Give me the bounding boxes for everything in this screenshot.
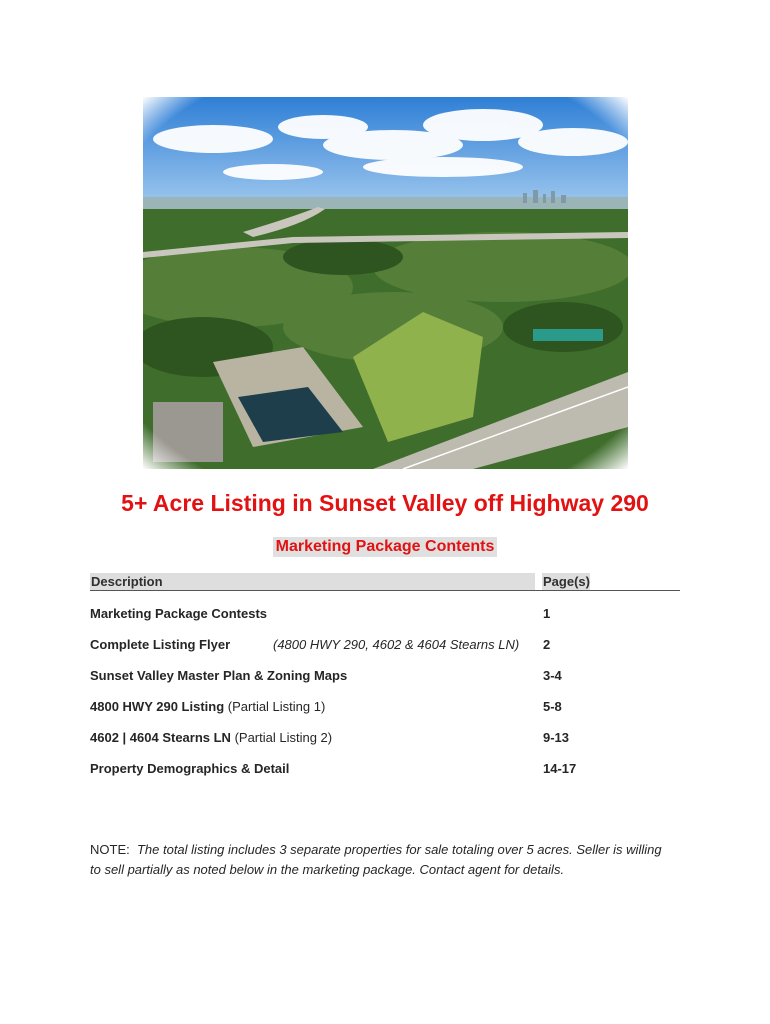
- row-description-normal: (Partial Listing 2): [230, 730, 333, 745]
- note-paragraph: [90, 840, 675, 880]
- row-description-bold: Sunset Valley Master Plan & Zoning Maps: [90, 668, 348, 683]
- row-description: [90, 637, 230, 652]
- row-description-bold: 4800 HWY 290 Listing: [90, 699, 225, 714]
- document-title: 5+ Acre Listing in Sunset Valley off Highway 290: [121, 490, 649, 516]
- note-label: NOTE:: [90, 842, 130, 857]
- row-description: [90, 668, 347, 683]
- note-text: The total listing includes 3 separate properties for sale totaling over 5 acres. Seller is willing to sell partially as noted below in the marketing package. Contact agent for details.: [90, 842, 662, 877]
- row-pages: 3-4: [543, 668, 562, 683]
- aerial-photo: [143, 97, 628, 469]
- row-description-bold: Complete Listing Flyer: [90, 637, 231, 652]
- row-description-normal: (Partial Listing 1): [224, 699, 326, 714]
- row-description-bold: 4602 | 4604 Stearns LN: [90, 730, 231, 745]
- row-pages: 2: [543, 637, 551, 652]
- row-description: [90, 699, 325, 714]
- document-subtitle: Marketing Package Contents: [273, 537, 498, 557]
- row-pages: 5-8: [543, 699, 562, 714]
- row-description: [90, 730, 332, 745]
- row-description-bold: Marketing Package Contests: [90, 606, 268, 621]
- row-aside: (4800 HWY 290, 4602 & 4604 Stearns LN): [273, 637, 520, 652]
- row-description-bold: Property Demographics & Detail: [90, 761, 290, 776]
- row-pages: 1: [543, 606, 551, 621]
- table-header-divider: [90, 590, 680, 591]
- table-header-pages: Page(s): [543, 574, 590, 589]
- row-description: [90, 606, 267, 621]
- row-pages: 9-13: [543, 730, 570, 745]
- subtitle-container: [0, 537, 770, 557]
- row-description: [90, 761, 289, 776]
- row-pages: 14-17: [543, 761, 577, 776]
- aerial-photo-icon: [143, 97, 628, 469]
- table-header-description: Description: [90, 573, 535, 590]
